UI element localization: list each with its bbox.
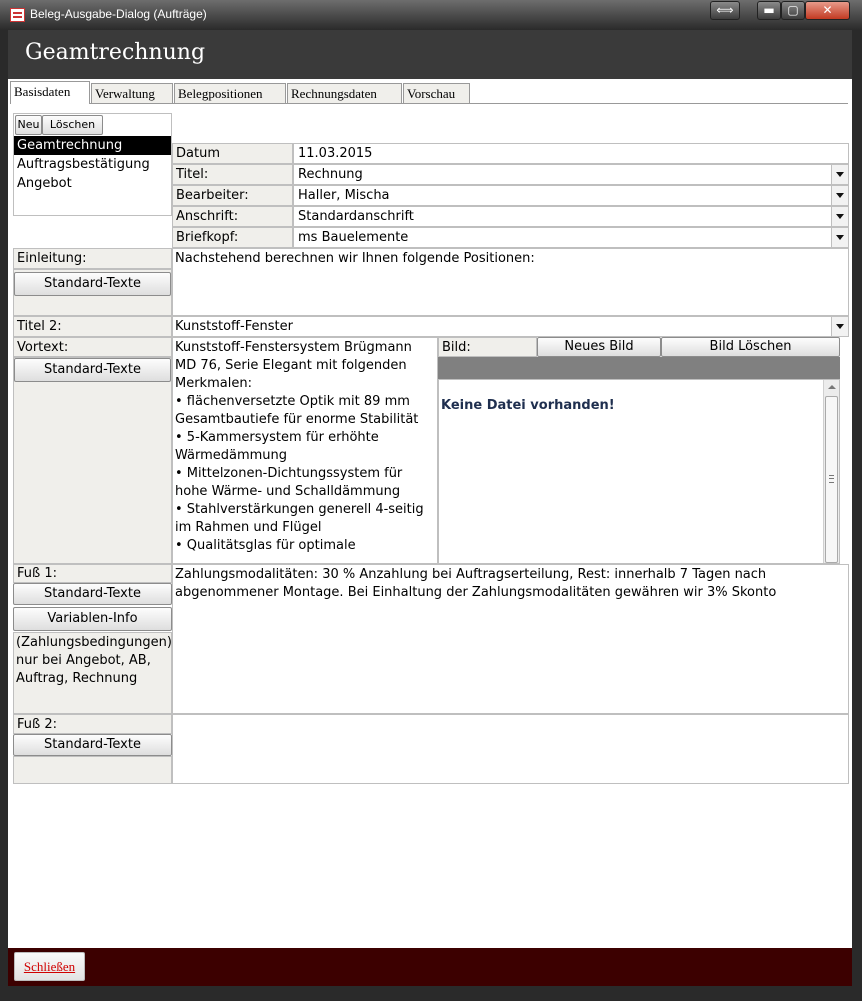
- beleg-list[interactable]: [13, 113, 172, 216]
- form-footer: [8, 948, 852, 986]
- vortext-line: Kunststoff-Fenstersystem Brügmann: [175, 340, 412, 355]
- chevron-down-icon[interactable]: [831, 317, 848, 336]
- chevron-down-icon[interactable]: [831, 165, 848, 184]
- anschrift-label: Anschrift:: [172, 206, 293, 227]
- tab-vorschau[interactable]: Vorschau: [403, 83, 470, 103]
- briefkopf-label: Briefkopf:: [172, 227, 293, 248]
- bearbeiter-value: Haller, Mischa: [298, 188, 390, 203]
- vortext-line: MD 76, Serie Elegant mit folgenden: [175, 358, 407, 373]
- vortext-line: • Qualitätsglas für optimale: [175, 538, 356, 553]
- minimize-button[interactable]: ▬: [757, 1, 781, 20]
- anschrift-value: Standardanschrift: [298, 209, 414, 224]
- list-item[interactable]: Geamtrechnung: [14, 136, 171, 155]
- bearbeiter-label: Bearbeiter:: [172, 185, 293, 206]
- vortext-line: • 5-Kammersystem für erhöhte: [175, 430, 379, 445]
- restore-window-button[interactable]: ⟺: [710, 1, 740, 20]
- titel2-label: Titel 2:: [13, 316, 172, 337]
- fuss1-note: (Zahlungsbedingungen) nur bei Angebot, AB, Auftrag, Rechnung: [13, 632, 172, 714]
- vortext-text[interactable]: [172, 337, 438, 564]
- variablen-info-button[interactable]: Variablen-Info: [13, 607, 172, 631]
- briefkopf-combo[interactable]: [293, 227, 849, 248]
- title-bar[interactable]: [0, 0, 862, 30]
- chevron-down-icon[interactable]: [831, 186, 848, 205]
- list-item[interactable]: Auftragsbestätigung: [17, 157, 150, 172]
- close-button[interactable]: Schließen: [14, 952, 85, 981]
- image-path-bar: [438, 357, 840, 379]
- einleitung-side: [13, 269, 172, 316]
- vortext-line: Merkmalen:: [175, 376, 252, 391]
- fuss1-text[interactable]: Zahlungsmodalitäten: 30 % Anzahlung bei Auftragserteilung, Rest: innerhalb 7 Tagen nach abgenommener Montage. Bei Einhaltung der Zahlungsmodalitäten gewähren wir 3% Skonto: [172, 564, 849, 714]
- tab-rechnungsdaten[interactable]: Rechnungsdaten: [287, 83, 402, 103]
- fuss2-text[interactable]: [172, 714, 849, 784]
- form-header: [8, 30, 852, 79]
- einleitung-label: Einleitung:: [13, 248, 172, 269]
- vortext-side: [13, 357, 172, 564]
- window-title: Beleg-Ausgabe-Dialog (Aufträge): [30, 7, 207, 21]
- vortext-line: Wärmedämmung: [175, 448, 288, 463]
- page-title: Geamtrechnung: [25, 40, 206, 65]
- bild-label: Bild:: [438, 337, 537, 357]
- new-button[interactable]: Neu: [15, 115, 42, 135]
- datum-field[interactable]: 11.03.2015: [293, 143, 849, 164]
- fuss2-standard-texte-button[interactable]: Standard-Texte: [13, 734, 172, 756]
- close-window-button[interactable]: ✕: [805, 1, 850, 20]
- no-file-message: Keine Datei vorhanden!: [441, 398, 615, 413]
- vortext-label: Vortext:: [13, 337, 172, 357]
- tab-verwaltung[interactable]: Verwaltung: [91, 83, 173, 103]
- chevron-down-icon[interactable]: [831, 228, 848, 247]
- vortext-standard-texte-button[interactable]: Standard-Texte: [14, 358, 171, 382]
- einleitung-standard-texte-button[interactable]: Standard-Texte: [14, 272, 171, 296]
- scroll-up-icon[interactable]: [828, 385, 836, 389]
- tab-basisdaten[interactable]: Basisdaten: [10, 81, 90, 104]
- vortext-line: im Rahmen und Flügel: [175, 520, 322, 535]
- anschrift-combo[interactable]: [293, 206, 849, 227]
- chevron-down-icon[interactable]: [831, 207, 848, 226]
- delete-image-button[interactable]: Bild Löschen: [661, 337, 840, 357]
- image-frame[interactable]: [438, 379, 840, 564]
- form-body: [8, 30, 852, 986]
- titel-value: Rechnung: [298, 167, 363, 182]
- fuss2-label: Fuß 2:: [13, 714, 172, 734]
- tab-page-basisdaten: [10, 103, 848, 947]
- fuss2-side: [13, 756, 172, 784]
- fuss1-label: Fuß 1:: [13, 564, 172, 583]
- vortext-line: • Mittelzonen-Dichtungssystem für: [175, 466, 403, 481]
- briefkopf-value: ms Bauelemente: [298, 230, 409, 245]
- titel-label: Titel:: [172, 164, 293, 185]
- bearbeiter-combo[interactable]: [293, 185, 849, 206]
- form-icon: [10, 8, 25, 22]
- new-image-button[interactable]: Neues Bild: [537, 337, 661, 357]
- list-item[interactable]: Angebot: [17, 176, 72, 191]
- scroll-thumb[interactable]: [825, 396, 838, 563]
- fuss1-standard-texte-button[interactable]: Standard-Texte: [13, 583, 172, 605]
- tab-belegpositionen[interactable]: Belegpositionen: [174, 83, 286, 103]
- einleitung-text[interactable]: Nachstehend berechnen wir Ihnen folgende Positionen:: [172, 248, 849, 316]
- titel2-value: Kunststoff-Fenster: [175, 319, 293, 334]
- vortext-line: hohe Wärme- und Schalldämmung: [175, 484, 401, 499]
- titel2-combo[interactable]: [172, 316, 849, 337]
- vortext-line: • Stahlverstärkungen generell 4-seitig: [175, 502, 424, 517]
- vortext-line: Gesamtbautiefe für enorme Stabilität: [175, 412, 419, 427]
- delete-button[interactable]: Löschen: [42, 115, 103, 135]
- titel-combo[interactable]: [293, 164, 849, 185]
- vortext-line: • flächenversetzte Optik mit 89 mm: [175, 394, 410, 409]
- image-scrollbar[interactable]: [823, 380, 839, 563]
- grip-icon: [829, 475, 834, 483]
- maximize-button[interactable]: ▢: [781, 1, 805, 20]
- datum-label: Datum: [172, 143, 293, 164]
